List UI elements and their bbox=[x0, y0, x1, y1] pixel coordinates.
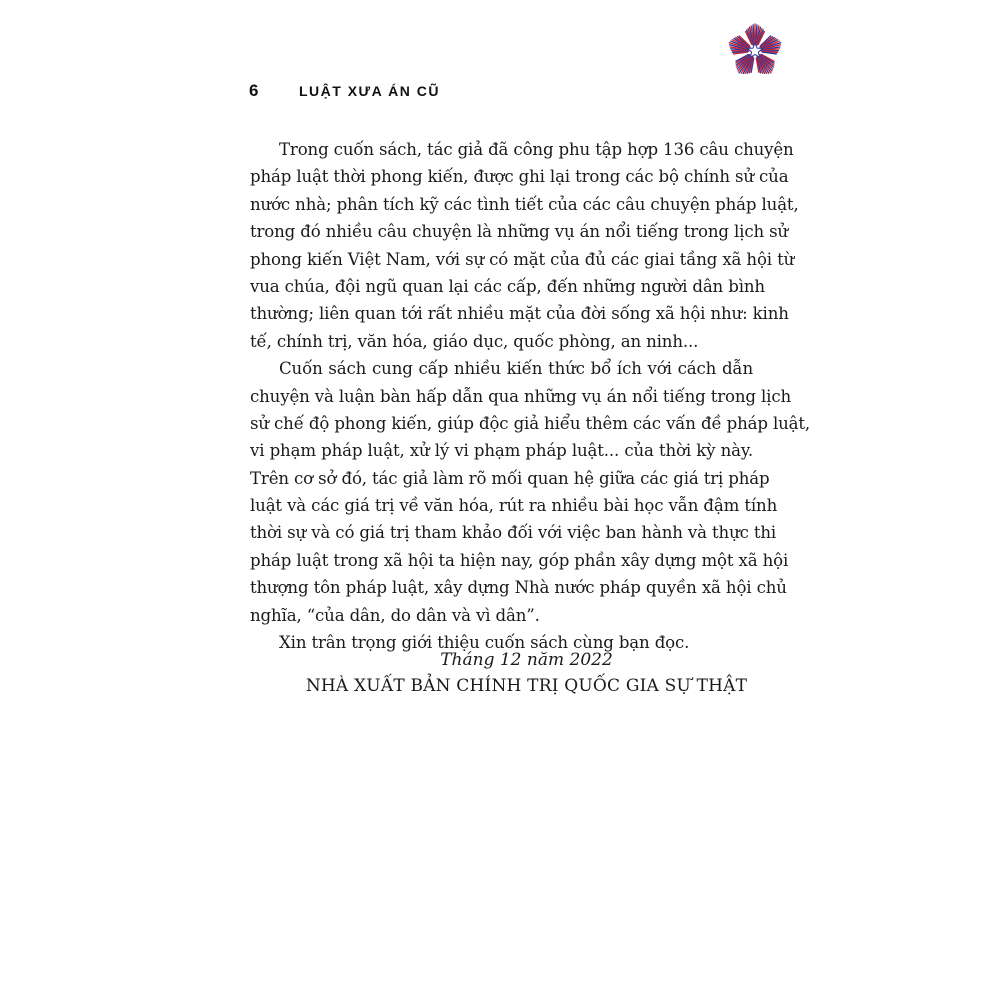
text-line: nước nhà; phân tích kỹ các tình tiết của các câu chuyện pháp luật, bbox=[250, 194, 799, 214]
text-line: luật và các giá trị về văn hóa, rút ra nhiều bài học vẫn đậm tính bbox=[250, 496, 778, 516]
signature-date: Tháng 12 năm 2022 bbox=[440, 650, 613, 670]
text-line: pháp luật trong xã hội ta hiện nay, góp phần xây dựng một xã hội bbox=[250, 550, 789, 570]
text-line: nghĩa, “của dân, do dân và vì dân”. bbox=[250, 605, 540, 625]
text-line: tế, chính trị, văn hóa, giáo dục, quốc phòng, an ninh... bbox=[250, 331, 699, 351]
publisher-star-logo-icon bbox=[722, 22, 788, 80]
text-line: vua chúa, đội ngũ quan lại các cấp, đến những người dân bình bbox=[250, 276, 765, 296]
text-line: Trong cuốn sách, tác giả đã công phu tập hợp 136 câu chuyện bbox=[279, 140, 794, 159]
signature-block bbox=[250, 648, 803, 698]
text-line: thượng tôn pháp luật, xây dựng Nhà nước pháp quyền xã hội chủ bbox=[250, 578, 787, 598]
text-line: trong đó nhiều câu chuyện là những vụ án nổi tiếng trong lịch sử bbox=[250, 222, 789, 242]
text-line: thời sự và có giá trị tham khảo đối với việc ban hành và thực thi bbox=[250, 523, 777, 543]
text-line: Xin trân trọng giới thiệu cuốn sách cùng bạn đọc. bbox=[279, 633, 690, 653]
text-line: sử chế độ phong kiến, giúp độc giả hiểu thêm các vấn đề pháp luật, bbox=[250, 413, 811, 433]
running-head bbox=[249, 80, 440, 102]
paragraph bbox=[250, 355, 811, 629]
text-line: chuyện và luận bàn hấp dẫn qua những vụ án nổi tiếng trong lịch bbox=[250, 386, 792, 406]
text-line: pháp luật thời phong kiến, được ghi lại trong các bộ chính sử của bbox=[250, 167, 789, 187]
page-number: 6 bbox=[249, 81, 259, 100]
text-line: Cuốn sách cung cấp nhiều kiến thức bổ ích với cách dẫn bbox=[279, 359, 753, 379]
text-line: Trên cơ sở đó, tác giả làm rõ mối quan hệ giữa các giá trị pháp bbox=[250, 468, 770, 488]
text-line: vi phạm pháp luật, xử lý vi phạm pháp luật... của thời kỳ này. bbox=[250, 441, 753, 461]
text-line: phong kiến Việt Nam, với sự có mặt của đủ các giai tầng xã hội từ bbox=[250, 249, 795, 269]
publisher-name: NHÀ XUẤT BẢN CHÍNH TRỊ QUỐC GIA SỰ THẬT bbox=[305, 676, 748, 696]
text-line: thường; liên quan tới rất nhiều mặt của đời sống xã hội như: kinh bbox=[250, 304, 789, 324]
book-title: LUẬT XƯA ÁN CŨ bbox=[299, 83, 440, 99]
body-text bbox=[250, 136, 811, 656]
paragraph bbox=[250, 136, 799, 355]
